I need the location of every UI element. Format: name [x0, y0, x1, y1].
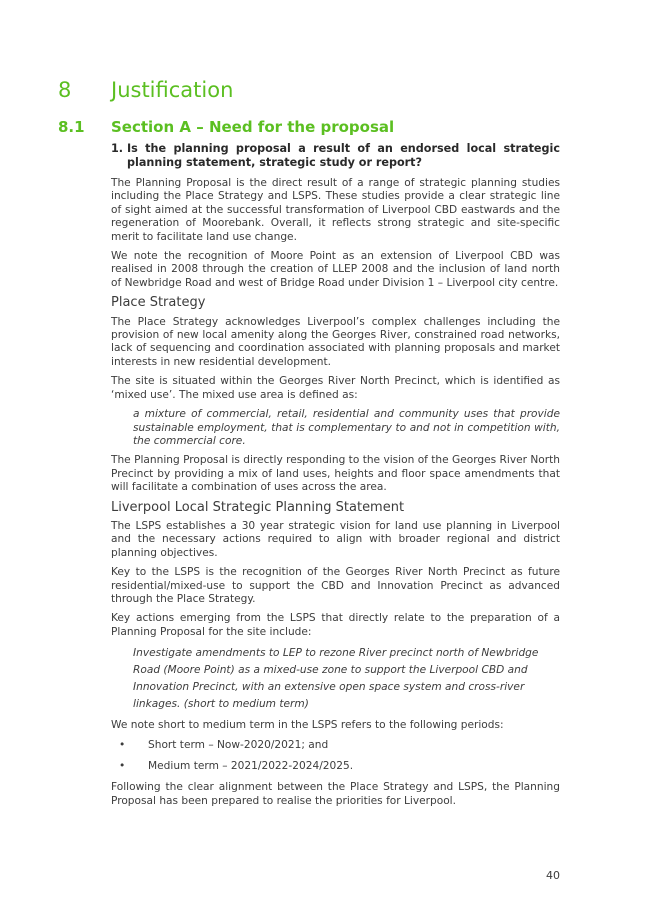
intro-paragraph-1: The Planning Proposal is the direct result of a range of strategic planning studies including the Place Strategy and LSPS. These studies provide a clear strategic line of sight aimed at the successful transformation of Liverpool CBD eastwards and the regeneration of Moorebank. Overall, it reflects strong strategic and site-specific merit to facilitate land use change.	[111, 177, 560, 243]
subsection-title: Section A – Need for the proposal	[111, 118, 395, 136]
question-number: 1.	[111, 142, 124, 155]
place-strategy-paragraph-3: The Planning Proposal is directly responding to the vision of the Georges River North Precinct by providing a mix of land uses, heights and floor space amendments that will facilitate a combination of uses across the area.	[111, 454, 560, 494]
place-strategy-paragraph-2: The site is situated within the Georges River North Precinct, which is identified as ‘mixed use’. The mixed use area is defined as:	[111, 375, 560, 401]
lsps-paragraph-2: Key to the LSPS is the recognition of the Georges River North Precinct as future residential/mixed-use to support the CBD and Innovation Precinct as advanced through the Place Strategy.	[111, 566, 560, 605]
place-strategy-paragraph-1: The Place Strategy acknowledges Liverpool’s complex challenges including the provision of new local amenity along the Georges River, constrained road networks, lack of sequencing and coordination associated with planning proposals and market interests in new residential development.	[111, 315, 560, 368]
subsection-number: 8.1	[58, 118, 85, 136]
intro-paragraph-2: We note the recognition of Moore Point as an extension of Liverpool CBD was realised in 2008 through the creation of LLEP 2008 and the inclusion of land north of Newbridge Road and west of Bridge Road under Division 1 – Liverpool city centre.	[111, 250, 560, 289]
subsection-heading	[58, 118, 394, 136]
lsps-paragraph-1: The LSPS establishes a 30 year strategic vision for land use planning in Liverpool and the necessary actions required to align with broader regional and district planning objectives.	[111, 519, 560, 559]
question	[111, 142, 560, 170]
list-item: • Short term – Now-2020/2021; and	[111, 739, 560, 752]
body-content	[111, 142, 560, 814]
place-strategy-heading: Place Strategy	[111, 295, 206, 311]
section-heading	[58, 78, 233, 102]
mixed-use-definition-quote: a mixture of commercial, retail, residential and community uses that provide sustainable employment, that is complementary to and not in competition with, the commercial core.	[133, 408, 560, 447]
page-number: 40	[546, 869, 560, 882]
term-list	[111, 739, 560, 774]
lsps-heading: Liverpool Local Strategic Planning Statement	[111, 499, 405, 515]
lsps-paragraph-4: We note short to medium term in the LSPS refers to the following periods:	[111, 719, 504, 732]
section-title: Justification	[111, 78, 234, 102]
lsps-action-quote: Investigate amendments to LEP to rezone River precinct north of Newbridge Road (Moore Point) as a mixed-use zone to support the Liverpool CBD and Innovation Precinct, with an extensive open space system and cross-river linkages. (short to medium term)	[133, 647, 539, 711]
lsps-paragraph-5: Following the clear alignment between the Place Strategy and LSPS, the Planning Proposal has been prepared to realise the priorities for Liverpool.	[111, 781, 560, 807]
lsps-paragraph-3: Key actions emerging from the LSPS that directly relate to the preparation of a Planning Proposal for the site include:	[111, 612, 560, 638]
section-number: 8	[58, 78, 72, 102]
question-text: Is the planning proposal a result of an endorsed local strategic planning statement, strategic study or report?	[127, 142, 560, 169]
list-item: • Medium term – 2021/2022-2024/2025.	[111, 760, 560, 773]
